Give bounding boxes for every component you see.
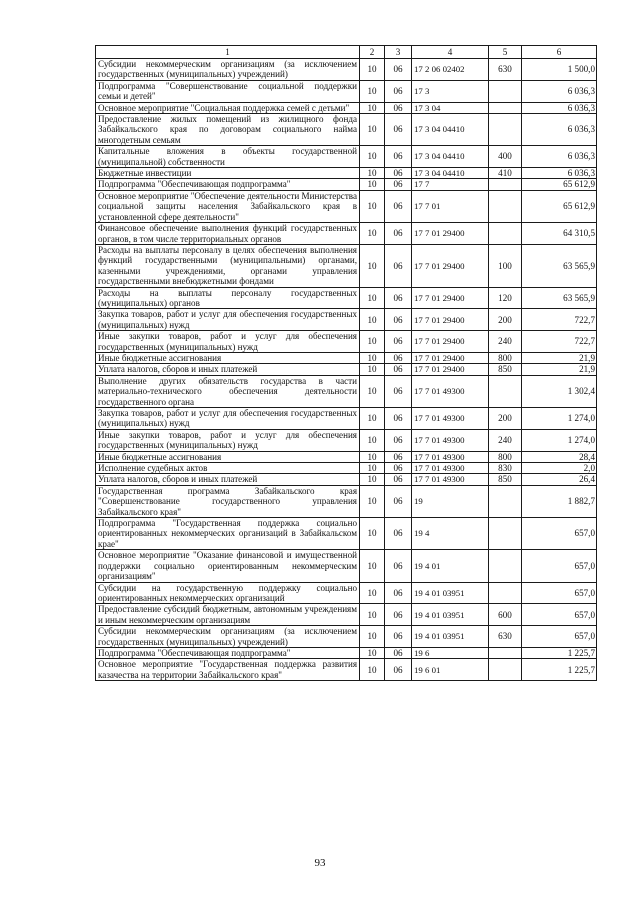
row-vr-cell: 100	[489, 244, 522, 287]
row-sum-cell: 63 565,9	[522, 244, 597, 287]
row-sum-cell: 63 565,9	[522, 287, 597, 309]
row-pr-cell: 06	[385, 179, 412, 190]
row-csr-cell: 17 3 04 04410	[412, 168, 489, 179]
header-col-5: 5	[489, 46, 522, 59]
row-csr-cell: 17 2 06 02402	[412, 59, 489, 81]
row-rz-cell: 10	[360, 102, 385, 113]
row-csr-cell: 19 4 01 03951	[412, 604, 489, 626]
row-vr-cell	[489, 375, 522, 407]
row-sum-cell: 1 302,4	[522, 375, 597, 407]
row-name-cell: Субсидии некоммерческим организациям (за исключением государственных (муниципальных) учреждений)	[96, 626, 360, 648]
row-rz-cell: 10	[360, 604, 385, 626]
row-vr-cell: 400	[489, 146, 522, 168]
row-rz-cell: 10	[360, 80, 385, 102]
row-name-cell: Бюджетные инвестиции	[96, 168, 360, 179]
header-col-4: 4	[412, 46, 489, 59]
row-vr-cell: 240	[489, 429, 522, 451]
table-row	[96, 352, 597, 363]
table-row	[96, 190, 597, 222]
row-csr-cell: 17 3	[412, 80, 489, 102]
row-vr-cell	[489, 114, 522, 146]
row-csr-cell: 17 7 01 29400	[412, 287, 489, 309]
row-pr-cell: 06	[385, 146, 412, 168]
row-name-cell: Предоставление субсидий бюджетным, автономным учреждениям и иным некоммерческим организациям	[96, 604, 360, 626]
row-pr-cell: 06	[385, 626, 412, 648]
table-row	[96, 102, 597, 113]
table-header-row	[96, 46, 597, 59]
row-vr-cell: 830	[489, 463, 522, 474]
row-vr-cell	[489, 80, 522, 102]
row-rz-cell: 10	[360, 190, 385, 222]
row-pr-cell: 06	[385, 550, 412, 582]
table-row	[96, 485, 597, 517]
row-name-cell: Закупка товаров, работ и услуг для обеспечения государственных (муниципальных) нужд	[96, 408, 360, 430]
row-pr-cell: 06	[385, 114, 412, 146]
row-name-cell: Основное мероприятие "Оказание финансовой и имущественной поддержки социально ориентированным некоммерческим организациям"	[96, 550, 360, 582]
row-pr-cell: 06	[385, 364, 412, 375]
row-csr-cell: 17 7 01 49300	[412, 463, 489, 474]
row-rz-cell: 10	[360, 59, 385, 81]
row-pr-cell: 06	[385, 375, 412, 407]
row-rz-cell: 10	[360, 518, 385, 550]
row-name-cell: Закупка товаров, работ и услуг для обеспечения государственных (муниципальных) нужд	[96, 309, 360, 331]
row-csr-cell: 19 6 01	[412, 659, 489, 681]
row-sum-cell: 65 612,9	[522, 190, 597, 222]
row-csr-cell: 17 3 04	[412, 102, 489, 113]
row-name-cell: Расходы на выплаты персоналу в целях обеспечения выполнения функций государственными (муниципальными) органами, казенными учреждениями, органами управления государственными внебюджетными фондами	[96, 244, 360, 287]
row-rz-cell: 10	[360, 375, 385, 407]
row-csr-cell: 17 3 04 04410	[412, 114, 489, 146]
row-name-cell: Капитальные вложения в объекты государственной (муниципальной) собственности	[96, 146, 360, 168]
row-sum-cell: 6 036,3	[522, 168, 597, 179]
row-vr-cell: 200	[489, 408, 522, 430]
row-rz-cell: 10	[360, 179, 385, 190]
row-csr-cell: 17 7 01 29400	[412, 364, 489, 375]
row-pr-cell: 06	[385, 102, 412, 113]
row-name-cell: Уплата налогов, сборов и иных платежей	[96, 364, 360, 375]
row-csr-cell: 17 3 04 04410	[412, 146, 489, 168]
row-rz-cell: 10	[360, 331, 385, 353]
table-row	[96, 244, 597, 287]
row-vr-cell	[489, 647, 522, 658]
header-col-6: 6	[522, 46, 597, 59]
row-csr-cell: 17 7 01 29400	[412, 331, 489, 353]
row-vr-cell: 630	[489, 626, 522, 648]
row-pr-cell: 06	[385, 287, 412, 309]
row-name-cell: Субсидии некоммерческим организациям (за исключением государственных (муниципальных) учреждений)	[96, 59, 360, 81]
row-name-cell: Субсидии на государственную поддержку социально ориентированных некоммерческих организаций	[96, 582, 360, 604]
row-vr-cell	[489, 190, 522, 222]
table-row	[96, 647, 597, 658]
row-sum-cell: 657,0	[522, 626, 597, 648]
row-vr-cell	[489, 102, 522, 113]
budget-table	[95, 45, 597, 681]
table-row	[96, 179, 597, 190]
table-row	[96, 518, 597, 550]
row-pr-cell: 06	[385, 309, 412, 331]
row-sum-cell: 657,0	[522, 582, 597, 604]
row-csr-cell: 19	[412, 485, 489, 517]
row-csr-cell: 17 7 01 49300	[412, 375, 489, 407]
row-rz-cell: 10	[360, 244, 385, 287]
row-name-cell: Подпрограмма "Совершенствование социальной поддержки семьи и детей"	[96, 80, 360, 102]
row-rz-cell: 10	[360, 659, 385, 681]
row-vr-cell	[489, 582, 522, 604]
row-vr-cell	[489, 659, 522, 681]
row-sum-cell: 6 036,3	[522, 114, 597, 146]
row-pr-cell: 06	[385, 518, 412, 550]
row-name-cell: Подпрограмма "Обеспечивающая подпрограмма"	[96, 647, 360, 658]
row-vr-cell	[489, 518, 522, 550]
row-vr-cell: 600	[489, 604, 522, 626]
table-row	[96, 626, 597, 648]
row-name-cell: Выполнение других обязательств государства в части материально-технического обеспечения деятельности государственного органа	[96, 375, 360, 407]
row-pr-cell: 06	[385, 168, 412, 179]
row-vr-cell	[489, 223, 522, 245]
row-name-cell: Основное мероприятие "Обеспечение деятельности Министерства социальной защиты населения Забайкальского края в установленной сфере деятельности"	[96, 190, 360, 222]
table-row	[96, 287, 597, 309]
row-sum-cell: 28,4	[522, 451, 597, 462]
row-rz-cell: 10	[360, 352, 385, 363]
row-sum-cell: 1 882,7	[522, 485, 597, 517]
row-vr-cell	[489, 550, 522, 582]
row-csr-cell: 19 4 01	[412, 550, 489, 582]
table-row	[96, 168, 597, 179]
table-row	[96, 80, 597, 102]
table-row	[96, 550, 597, 582]
row-rz-cell: 10	[360, 287, 385, 309]
row-rz-cell: 10	[360, 463, 385, 474]
row-rz-cell: 10	[360, 550, 385, 582]
row-csr-cell: 17 7 01 29400	[412, 352, 489, 363]
row-vr-cell: 410	[489, 168, 522, 179]
row-pr-cell: 06	[385, 474, 412, 485]
row-vr-cell: 850	[489, 474, 522, 485]
row-csr-cell: 17 7 01 49300	[412, 429, 489, 451]
table-row	[96, 223, 597, 245]
row-vr-cell: 630	[489, 59, 522, 81]
row-csr-cell: 17 7 01	[412, 190, 489, 222]
row-csr-cell: 19 4 01 03951	[412, 582, 489, 604]
row-sum-cell: 657,0	[522, 604, 597, 626]
table-row	[96, 114, 597, 146]
page-content	[95, 45, 596, 681]
table-row	[96, 408, 597, 430]
row-sum-cell: 6 036,3	[522, 80, 597, 102]
row-csr-cell: 19 6	[412, 647, 489, 658]
row-vr-cell	[489, 485, 522, 517]
row-pr-cell: 06	[385, 331, 412, 353]
row-pr-cell: 06	[385, 244, 412, 287]
row-sum-cell: 2,0	[522, 463, 597, 474]
row-vr-cell: 240	[489, 331, 522, 353]
row-rz-cell: 10	[360, 309, 385, 331]
row-name-cell: Расходы на выплаты персоналу государственных (муниципальных) органов	[96, 287, 360, 309]
row-csr-cell: 17 7 01 29400	[412, 223, 489, 245]
table-row	[96, 331, 597, 353]
row-rz-cell: 10	[360, 474, 385, 485]
table-row	[96, 59, 597, 81]
row-sum-cell: 1 225,7	[522, 647, 597, 658]
row-pr-cell: 06	[385, 80, 412, 102]
row-pr-cell: 06	[385, 451, 412, 462]
row-pr-cell: 06	[385, 223, 412, 245]
row-rz-cell: 10	[360, 223, 385, 245]
row-name-cell: Иные закупки товаров, работ и услуг для обеспечения государственных (муниципальных) нужд	[96, 429, 360, 451]
row-csr-cell: 17 7 01 49300	[412, 408, 489, 430]
table-row	[96, 604, 597, 626]
row-vr-cell: 850	[489, 364, 522, 375]
row-name-cell: Основное мероприятие "Социальная поддержка семей с детьми"	[96, 102, 360, 113]
row-sum-cell: 64 310,5	[522, 223, 597, 245]
row-rz-cell: 10	[360, 626, 385, 648]
table-row	[96, 451, 597, 462]
row-pr-cell: 06	[385, 352, 412, 363]
row-sum-cell: 1 225,7	[522, 659, 597, 681]
page-number: 93	[314, 857, 326, 869]
row-csr-cell: 19 4 01 03951	[412, 626, 489, 648]
table-row	[96, 659, 597, 681]
row-name-cell: Государственная программа Забайкальского края "Совершенствование государственного управления Забайкальского края"	[96, 485, 360, 517]
row-sum-cell: 657,0	[522, 550, 597, 582]
table-row	[96, 582, 597, 604]
row-vr-cell	[489, 179, 522, 190]
row-name-cell: Уплата налогов, сборов и иных платежей	[96, 474, 360, 485]
table-row	[96, 364, 597, 375]
row-vr-cell: 120	[489, 287, 522, 309]
row-name-cell: Финансовое обеспечение выполнения функций государственных органов, в том числе территориальных органов	[96, 223, 360, 245]
row-pr-cell: 06	[385, 190, 412, 222]
row-sum-cell: 6 036,3	[522, 102, 597, 113]
row-rz-cell: 10	[360, 582, 385, 604]
row-rz-cell: 10	[360, 408, 385, 430]
row-pr-cell: 06	[385, 647, 412, 658]
row-pr-cell: 06	[385, 604, 412, 626]
row-rz-cell: 10	[360, 364, 385, 375]
row-pr-cell: 06	[385, 429, 412, 451]
table-row	[96, 375, 597, 407]
row-sum-cell: 21,9	[522, 352, 597, 363]
row-sum-cell: 722,7	[522, 309, 597, 331]
row-sum-cell: 6 036,3	[522, 146, 597, 168]
table-row	[96, 474, 597, 485]
row-name-cell: Основное мероприятие "Государственная поддержка развития казачества на территории Забайкальского края"	[96, 659, 360, 681]
row-sum-cell: 21,9	[522, 364, 597, 375]
row-csr-cell: 17 7 01 29400	[412, 309, 489, 331]
header-col-2: 2	[360, 46, 385, 59]
row-csr-cell: 19 4	[412, 518, 489, 550]
row-pr-cell: 06	[385, 582, 412, 604]
row-sum-cell: 65 612,9	[522, 179, 597, 190]
row-sum-cell: 26,4	[522, 474, 597, 485]
row-csr-cell: 17 7 01 49300	[412, 474, 489, 485]
row-sum-cell: 1 500,0	[522, 59, 597, 81]
table-row	[96, 429, 597, 451]
row-sum-cell: 657,0	[522, 518, 597, 550]
row-sum-cell: 1 274,0	[522, 429, 597, 451]
row-pr-cell: 06	[385, 485, 412, 517]
row-csr-cell: 17 7	[412, 179, 489, 190]
row-name-cell: Подпрограмма "Государственная поддержка социально ориентированных некоммерческих организаций в Забайкальском крае"	[96, 518, 360, 550]
row-rz-cell: 10	[360, 451, 385, 462]
row-name-cell: Предоставление жилых помещений из жилищного фонда Забайкальского края по договорам социального найма многодетным семьям	[96, 114, 360, 146]
row-pr-cell: 06	[385, 408, 412, 430]
row-pr-cell: 06	[385, 659, 412, 681]
row-vr-cell: 800	[489, 352, 522, 363]
row-pr-cell: 06	[385, 59, 412, 81]
row-rz-cell: 10	[360, 647, 385, 658]
row-rz-cell: 10	[360, 114, 385, 146]
row-name-cell: Исполнение судебных актов	[96, 463, 360, 474]
table-row	[96, 146, 597, 168]
table-row	[96, 309, 597, 331]
row-rz-cell: 10	[360, 429, 385, 451]
row-sum-cell: 1 274,0	[522, 408, 597, 430]
row-name-cell: Иные бюджетные ассигнования	[96, 352, 360, 363]
row-sum-cell: 722,7	[522, 331, 597, 353]
row-vr-cell: 800	[489, 451, 522, 462]
header-col-1: 1	[96, 46, 360, 59]
row-vr-cell: 200	[489, 309, 522, 331]
row-name-cell: Подпрограмма "Обеспечивающая подпрограмма"	[96, 179, 360, 190]
row-pr-cell: 06	[385, 463, 412, 474]
row-name-cell: Иные бюджетные ассигнования	[96, 451, 360, 462]
row-rz-cell: 10	[360, 146, 385, 168]
row-rz-cell: 10	[360, 168, 385, 179]
table-row	[96, 463, 597, 474]
row-csr-cell: 17 7 01 49300	[412, 451, 489, 462]
row-rz-cell: 10	[360, 485, 385, 517]
row-csr-cell: 17 7 01 29400	[412, 244, 489, 287]
row-name-cell: Иные закупки товаров, работ и услуг для обеспечения государственных (муниципальных) нужд	[96, 331, 360, 353]
header-col-3: 3	[385, 46, 412, 59]
